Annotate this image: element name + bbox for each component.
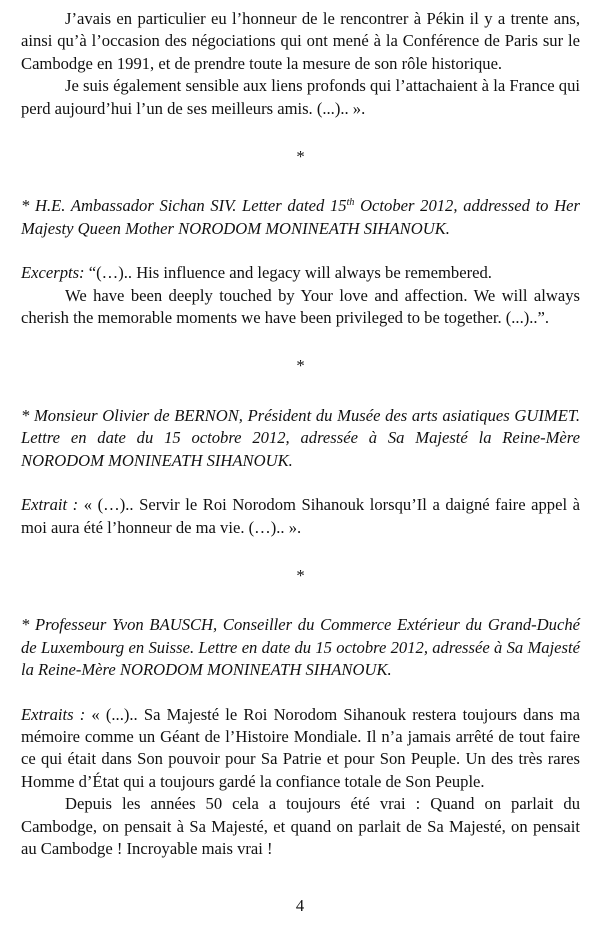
bausch-excerpt-paragraph: Depuis les années 50 cela a toujours été vrai : Quand on parlait du Cambodge, on pensait à Sa Majesté, et quand on parlait de Sa Majesté, on pensait au Cambodge ! Incroyable mais vrai ! <box>21 794 580 858</box>
bausch-excerpt-line <box>21 704 580 794</box>
separator-3: * <box>296 565 305 585</box>
bausch-excerpt-text: « (...).. Sa Majesté le Roi Norodom Sihanouk restera toujours dans ma mémoire comme un Géant de l’Histoire Mondiale. Il n’a jamais arrêté de tout faire ce qui était dans Son pouvoir pour Sa Patrie et pour Son Peuple. Un des très rares Homme d’État qui a toujours gardé la confiance totale de Son Peuple. <box>21 704 580 791</box>
page-number: 4 <box>295 896 305 915</box>
siv-heading-ordinal: th <box>346 197 355 209</box>
siv-excerpt-line <box>21 262 580 284</box>
bernon-excerpt-text: « (…).. Servir le Roi Norodom Sihanouk lorsqu’Il a daigné faire appel à moi aura été l’honneur de ma vie. (…).. ». <box>21 495 580 537</box>
bernon-excerpt-label: Extrait : <box>21 495 79 515</box>
siv-excerpt-label: Excerpts: <box>21 263 85 283</box>
bernon-excerpt-line <box>21 494 580 539</box>
siv-heading-part2: October 2012, addressed to Her Majesty Queen Mother NORODOM MONINEATH SIHANOUK. <box>21 196 580 238</box>
siv-excerpt-paragraph: We have been deeply touched by Your love and affection. We will always cherish the memorable moments we have been privileged to be together. (...)..”. <box>21 285 580 328</box>
bernon-letter-heading: * Monsieur Olivier de BERNON, Président du Musée des arts asiatiques GUIMET. Lettre en date du 15 octobre 2012, adressée à Sa Majesté la Reine-Mère NORODOM MONINEATH SIHANOUK. <box>21 405 580 470</box>
siv-letter-heading <box>21 195 580 240</box>
bausch-letter-heading: * Professeur Yvon BAUSCH, Conseiller du Commerce Extérieur du Grand-Duché de Luxembourg en Suisse. Lettre en date du 15 octobre 2012, adressée à Sa Majesté la Reine-Mère NORODOM MONINEATH SIHANOUK. <box>21 615 580 680</box>
intro-paragraph-2: Je suis également sensible aux liens profonds qui l’attachaient à la France qui perd aujourd’hui l’un de ses meilleurs amis. (...).. ». <box>21 76 580 118</box>
separator-2: * <box>296 356 305 376</box>
separator-1: * <box>296 147 305 167</box>
siv-excerpt-text: “(…).. His influence and legacy will always be remembered. <box>84 263 492 283</box>
intro-paragraph-1: J’avais en particulier eu l’honneur de le rencontrer à Pékin il y a trente ans, ainsi qu’à l’occasion des négociations qui ont mené à la Conférence de Paris sur le Cambodge en 1991, et de prendre toute la mesure de son rôle historique. <box>21 9 580 73</box>
bausch-excerpt-label: Extraits : <box>21 704 86 724</box>
siv-heading-part1: * H.E. Ambassador Sichan SIV. Letter dated 15 <box>21 196 347 216</box>
